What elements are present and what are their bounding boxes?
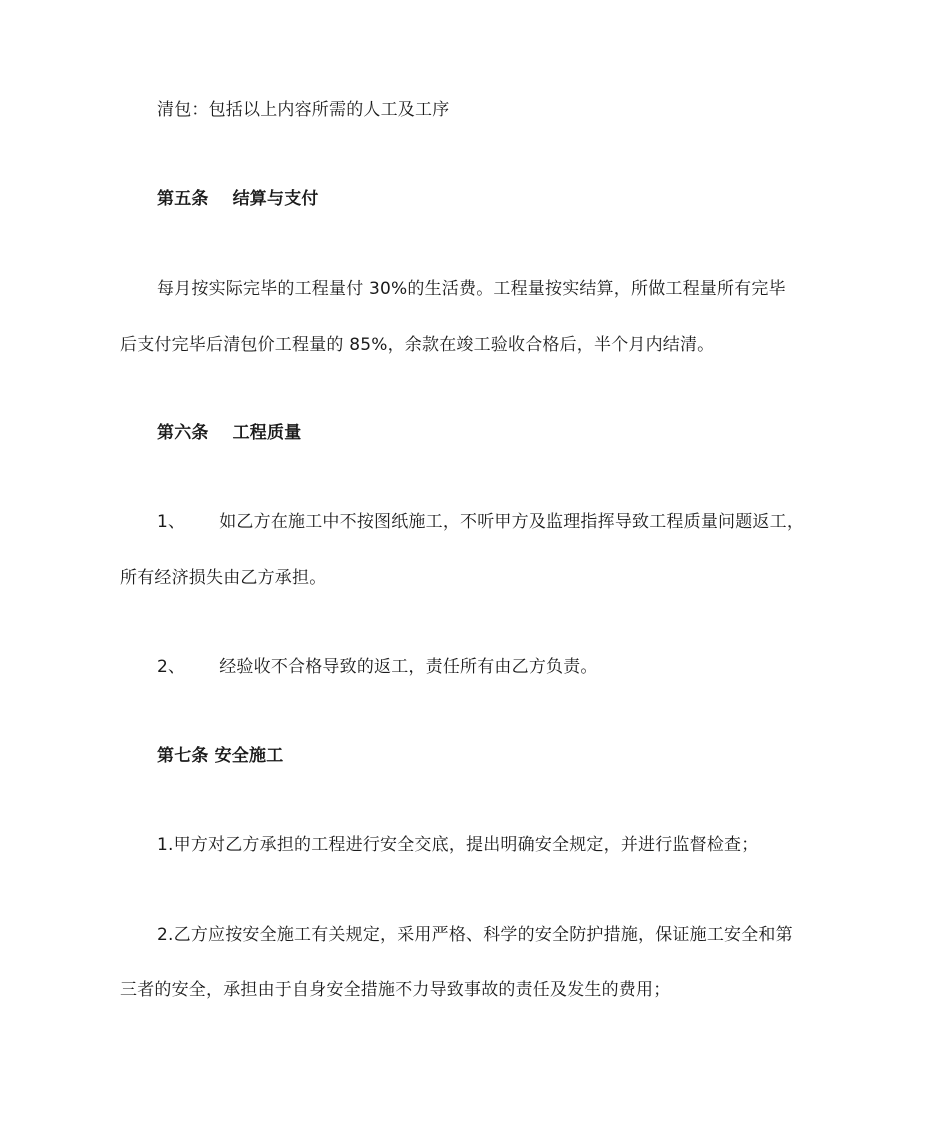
article-5-number: 第五条 bbox=[157, 189, 209, 209]
paragraph-payment-line1: 每月按实际完毕的工程量付 30%的生活费。工程量按实结算，所做工程量所有完毕 bbox=[157, 279, 786, 299]
quality-item-1-line2: 所有经济损失由乙方承担。 bbox=[120, 568, 327, 588]
article-5-title: 结算与支付 bbox=[232, 189, 319, 209]
quality-item-2 bbox=[157, 656, 598, 678]
article-5-heading bbox=[157, 188, 319, 210]
article-6-number: 第六条 bbox=[157, 423, 209, 443]
quality-item-1-number: 1、 bbox=[157, 512, 186, 532]
paragraph-qingbao: 清包：包括以上内容所需的人工及工序 bbox=[157, 100, 450, 120]
paragraph-payment-line2: 后支付完毕后清包价工程量的 85%，余款在竣工验收合格后，半个月内结清。 bbox=[120, 335, 715, 355]
quality-item-1-text: 如乙方在施工中不按图纸施工，不听甲方及监理指挥导致工程质量问题返工， bbox=[219, 512, 805, 532]
quality-item-1-line1 bbox=[157, 511, 804, 533]
article-7-title: 安全施工 bbox=[214, 746, 284, 766]
safety-paragraph-1: 1.甲方对乙方承担的工程进行安全交底，提出明确安全规定，并进行监督检查； bbox=[157, 835, 759, 855]
article-7-number: 第七条 bbox=[157, 746, 209, 766]
quality-item-2-text: 经验收不合格导致的返工，责任所有由乙方负责。 bbox=[219, 657, 598, 677]
article-7-heading bbox=[157, 745, 283, 767]
article-6-heading bbox=[157, 422, 301, 444]
quality-item-2-number: 2、 bbox=[157, 657, 186, 677]
safety-paragraph-2-line2: 三者的安全，承担由于自身安全措施不力导致事故的责任及发生的费用； bbox=[120, 980, 671, 1000]
article-6-title: 工程质量 bbox=[232, 423, 302, 443]
safety-paragraph-2-line1: 2.乙方应按安全施工有关规定，采用严格、科学的安全防护措施，保证施工安全和第 bbox=[157, 925, 793, 945]
